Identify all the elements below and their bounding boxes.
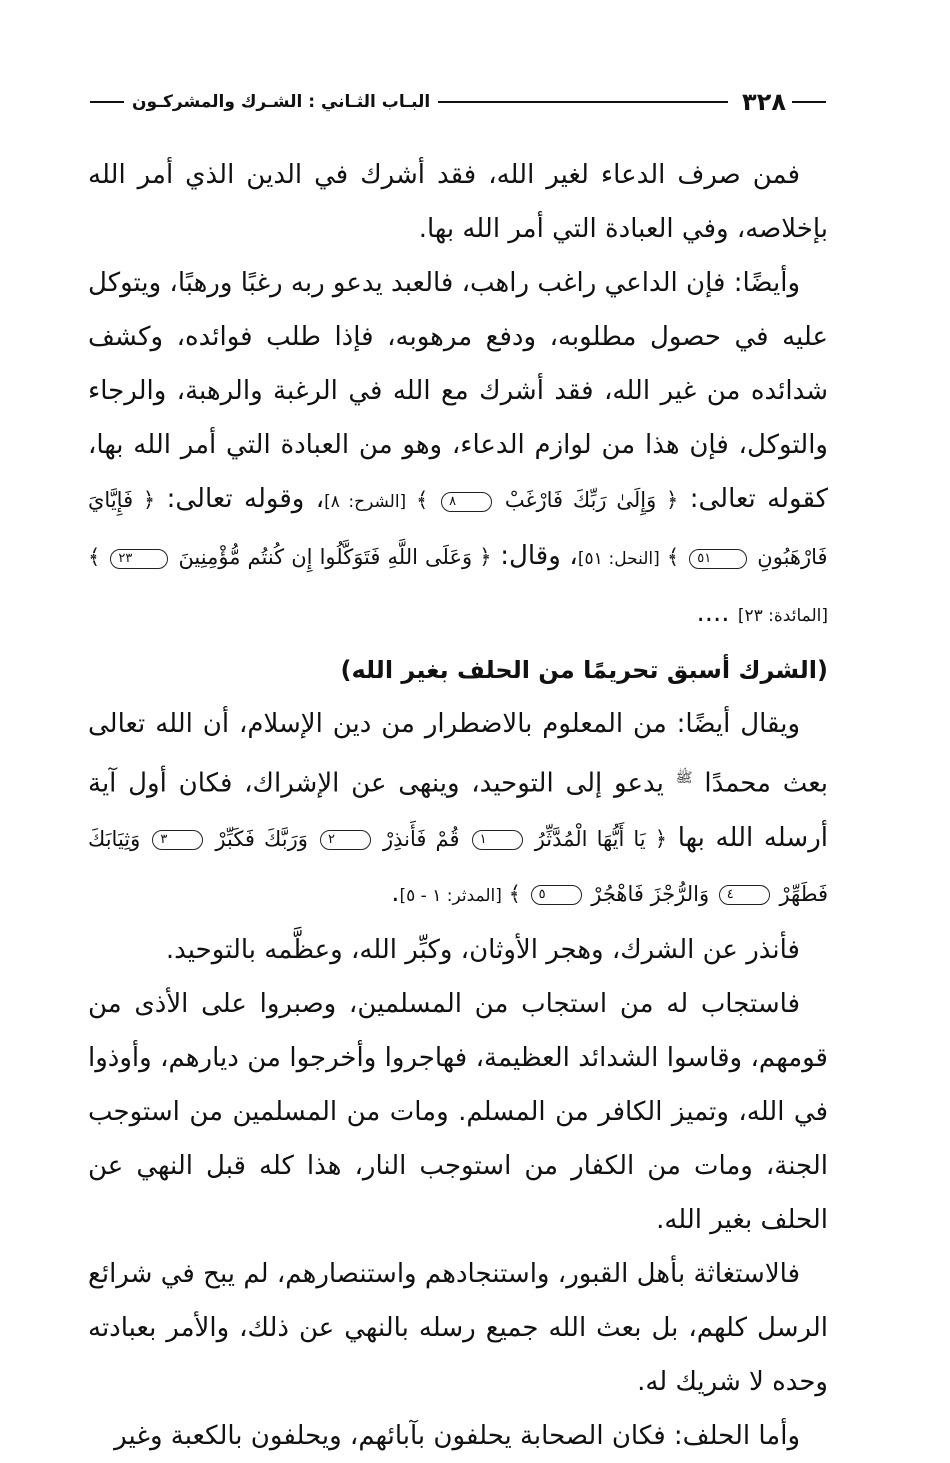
- sentence-end: .: [391, 877, 400, 908]
- verse-reference-maidah: [المائدة: ٢٣]: [737, 606, 828, 626]
- section-heading: (الشرك أسبق تحريمًا من الحلف بغير الله): [340, 656, 828, 684]
- ayah-number-marker: ٨: [441, 492, 492, 512]
- verse-text: ﴿ وَعَلَى اللَّهِ فَتَوَكَّلُوا إِن كُنتُم مُّؤْمِنِينَ: [178, 545, 492, 569]
- paragraph-2-text-b: ، وقوله تعالى:: [166, 484, 325, 514]
- page-number: ٣٢٨: [742, 88, 786, 116]
- ayah-number-marker: ١: [472, 830, 523, 850]
- verse-text: ﴿ فَإِيَّايَ فَارْهَبُونِ: [88, 488, 828, 569]
- paragraph-5: فاستجاب له من استجاب من المسلمين، وصبروا على الأذى من قومهم، وقاسوا الشدائد العظيمة، فهاجروا وأخرجوا من ديارهم، وأوذوا في الله، وتميز الكافر من المسلم. ومات من المسلمين من استوجب الجنة، ومات من الكفار من استوجب النار، هذا كله قبل النهي عن الحلف بغير الله.: [88, 988, 828, 1235]
- verse-close-brace: ﴾: [666, 545, 680, 569]
- ayah-number-marker: ٣: [152, 830, 203, 850]
- salawat-symbol: ﷺ: [675, 770, 693, 786]
- paragraph-2-text-a: وأيضًا: فإن الداعي راغب راهب، فالعبد يدعو ربه رغبًا ورهبًا، ويتوكل عليه في حصول مطلوبه، ودفع مرهوبه، فإذا طلب فوائده، وكشف شدائده من غير الله، فقد أشرك مع الله في الرغبة والرهبة، والرجاء والتوكل، فإن هذا من لوازم الدعاء، وهو من العبادة التي أمر الله بها، كقوله تعالى:: [88, 268, 828, 514]
- paragraph-3: [88, 697, 828, 923]
- verse-reference-nahl: [النحل: ٥١]: [577, 549, 660, 569]
- ayah-number-marker: ٥١: [689, 549, 747, 569]
- verse-open-brace: ﴿: [654, 826, 668, 851]
- verse-text: ﴿ وَإِلَىٰ رَبِّكَ فَارْغَبْ: [504, 488, 679, 512]
- verse-text: وَرَبَّكَ فَكَبِّرْ: [215, 826, 308, 851]
- paragraph-2: [88, 256, 828, 643]
- ellipsis: ....: [696, 598, 730, 628]
- verse-text: يَا أَيُّهَا الْمُدَّثِّرُ: [534, 826, 646, 851]
- paragraph-1: فمن صرف الدعاء لغير الله، فقد أشرك في الدين الذي أمر الله بإخلاصه، وفي العبادة التي أمر الله بها.: [88, 160, 828, 244]
- ayah-number-marker: ٥: [531, 885, 582, 905]
- ayah-number-marker: ٤: [719, 885, 770, 905]
- verse-close-brace: ﴾: [416, 488, 429, 512]
- paragraph-6: فالاستغاثة بأهل القبور، واستنجادهم واستنصارهم، لم يبح في شرائع الرسل كلهم، بل بعث الله جميع رسله بالنهي عن ذلك، والأمر بعبادته وحده لا شريك له.: [88, 1258, 828, 1397]
- ayah-number-marker: ٢٣: [110, 549, 168, 569]
- header-rule-end: [90, 101, 124, 103]
- verse-text: وَثِيَابَكَ فَطَهِّرْ: [88, 826, 828, 906]
- verse-text: وَالرُّجْزَ فَاهْجُرْ: [591, 881, 710, 906]
- paragraph-7: وأما الحلف: فكان الصحابة يحلفون بآبائهم، ويحلفون بالكعبة وغير: [114, 1420, 800, 1451]
- header-rule-short: [792, 101, 826, 103]
- verse-text: قُمْ فَأَنذِرْ: [383, 826, 460, 851]
- verse-reference-sharh: [الشرح: ٨]: [324, 492, 407, 512]
- quran-verse-sharh: [406, 488, 678, 512]
- chapter-title: البـاب الثـاني : الشـرك والمشركـون: [132, 92, 431, 112]
- verse-close-brace: ﴾: [88, 545, 101, 569]
- ayah-number-marker: ٢: [320, 830, 371, 850]
- header-rule-long: [438, 101, 728, 103]
- paragraph-4: فأنذر عن الشرك، وهجر الأوثان، وكبِّر الله، وعظَّمه بالتوحيد.: [165, 934, 800, 965]
- verse-close-brace: ﴾: [508, 881, 521, 906]
- verse-reference-muddaththir: [المدثر: ١ - ٥]: [399, 885, 502, 906]
- paragraph-2-text-c: ، وقال:: [500, 541, 578, 571]
- running-header: [90, 84, 826, 120]
- paragraph-3-text-a: ويقال أيضًا: من المعلوم بالاضطرار من دين الإسلام، أن الله تعالى بعث محمدًا: [88, 709, 829, 799]
- page-body: [88, 148, 828, 1463]
- paragraph-3-text-b: يدعو إلى التوحيد، وينهى عن الإشراك، فكان أول آية أرسله الله بها: [88, 768, 828, 853]
- quran-verse-maidah: [88, 545, 492, 569]
